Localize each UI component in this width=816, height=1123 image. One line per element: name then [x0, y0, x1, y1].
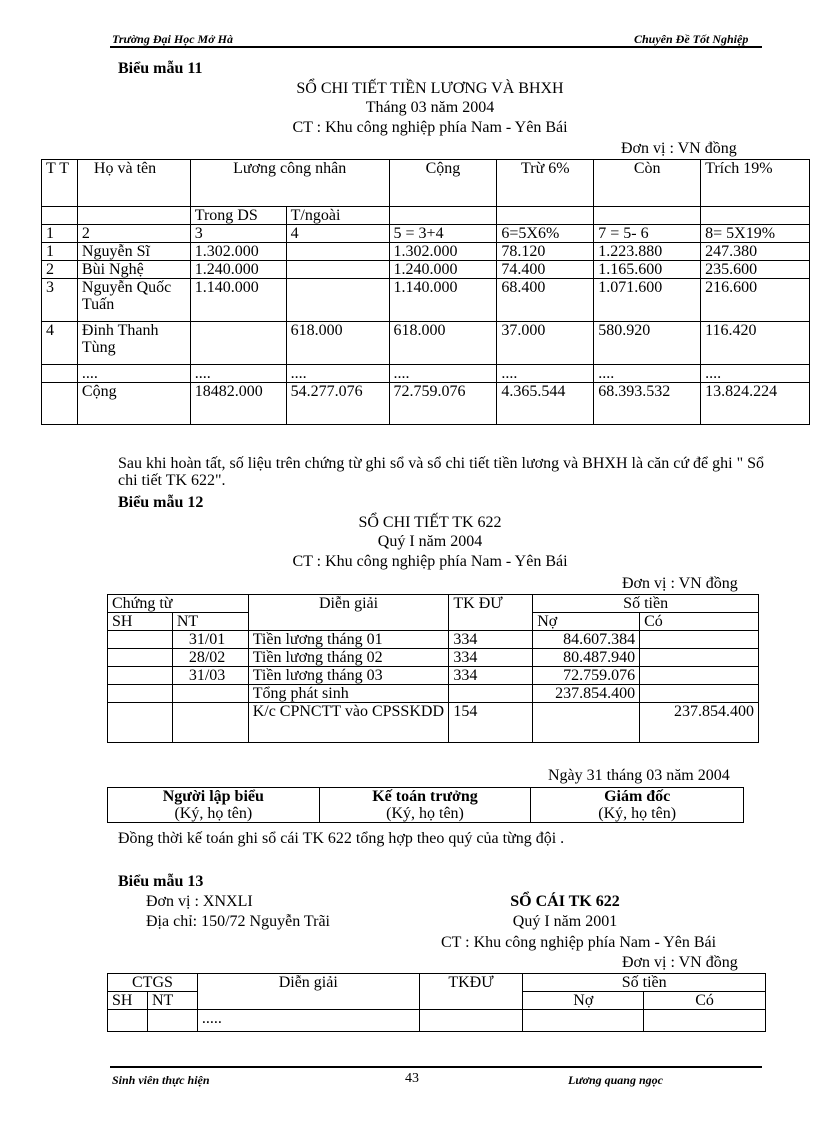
col-acct: TK ĐƯ	[449, 595, 533, 631]
form11-subheader-row	[42, 207, 810, 225]
form13-label: Biểu mẫu 13	[118, 873, 204, 890]
form13-unit-name: Đơn vị : XNXLI	[146, 893, 253, 910]
form12-unit: Đơn vị : VN đồng	[622, 575, 738, 592]
form11-header-row	[42, 160, 810, 207]
col-acct: TKĐƯ	[419, 974, 523, 1010]
footer-student: Sinh viên thực hiện	[112, 1073, 210, 1087]
col-amount: Số tiền	[523, 974, 766, 992]
header-topic: Chuyên Đề Tốt Nghiệp	[634, 32, 749, 46]
col-outside: T/ngoài	[286, 207, 389, 225]
col-voucher: Chứng từ	[108, 595, 249, 613]
form11-label: Biểu mẫu 11	[118, 60, 203, 77]
table-row: 31/01 Tiền lương tháng 01 334 84.607.384	[108, 631, 759, 649]
form11-unit: Đơn vị : VN đồng	[621, 140, 737, 157]
form11-table	[41, 159, 810, 425]
col-amount: Số tiền	[533, 595, 759, 613]
col-in-ds: Trong DS	[190, 207, 286, 225]
col-desc: Diễn giải	[248, 595, 449, 631]
col-remain: Còn	[594, 160, 701, 207]
form13-title: SỔ CÁI TK 622	[510, 893, 620, 910]
table-row: .....	[108, 1010, 766, 1032]
col-sh: SH	[108, 992, 148, 1010]
signer-director: Giám đốc (Ký, họ tên)	[531, 788, 744, 823]
table-row: 4 Đinh Thanh Tùng 618.000 618.000 37.000 580.920 116.420	[42, 322, 810, 365]
header-school: Trường Đại Học Mở Hà	[112, 32, 233, 46]
col-minus6: Trừ 6%	[497, 160, 594, 207]
col-sh: SH	[108, 613, 173, 631]
col-total: Cộng	[389, 160, 497, 207]
form13-header-row	[108, 974, 766, 992]
signature-row	[108, 788, 744, 823]
header-rule	[110, 46, 762, 48]
total-row: Cộng 18482.000 54.277.076 72.759.076 4.365.544 68.393.532 13.824.224	[42, 383, 810, 425]
form12-label: Biểu mẫu 12	[118, 494, 204, 511]
form11-period: Tháng 03 năm 2004	[365, 99, 495, 116]
col-nt: NT	[172, 613, 248, 631]
table-row: 28/02 Tiền lương tháng 02 334 80.487.940	[108, 649, 759, 667]
form12-period: Quý I năm 2004	[377, 533, 483, 550]
col-nt: NT	[147, 992, 197, 1010]
col-desc: Diễn giải	[197, 974, 419, 1010]
form13-company: CT : Khu công nghiệp phía Nam - Yên Bái	[441, 934, 717, 951]
signature-table	[107, 787, 744, 823]
table-row: 1 Nguyễn Sĩ 1.302.000 1.302.000 78.120 1.223.880 247.380	[42, 243, 810, 261]
dots-row: .... .... .... .... .... .... ....	[42, 365, 810, 383]
col-credit: Có	[640, 613, 759, 631]
form11-title: SỔ CHI TIẾT TIỀN LƯƠNG VÀ BHXH	[296, 80, 564, 97]
form12-date: Ngày 31 tháng 03 năm 2004	[548, 767, 730, 784]
col-wage: Lương công nhân	[190, 160, 389, 207]
form11-company: CT : Khu công nghiệp phía Nam - Yên Bái	[292, 119, 568, 136]
form12-title: SỔ CHI TIẾT TK 622	[358, 514, 502, 531]
form12-table	[107, 594, 759, 743]
col-debit: Nợ	[523, 992, 644, 1010]
paragraph-1: Sau khi hoàn tất, số liệu trên chứng từ ghi sổ và sổ chi tiết tiền lương và BHXH là căn cứ để ghi " Sổ chi tiết TK 622".	[118, 455, 765, 489]
table-row: 3 Nguyễn Quốc Tuấn 1.140.000 1.140.000 68.400 1.071.600 216.600	[42, 279, 810, 322]
col-credit: Có	[644, 992, 766, 1010]
form12-header-row	[108, 595, 759, 613]
table-row: 31/03 Tiền lương tháng 03 334 72.759.076	[108, 667, 759, 685]
col-ctgs: CTGS	[108, 974, 198, 992]
col-extract19: Trích 19%	[701, 160, 810, 207]
footer-rule	[110, 1066, 762, 1068]
form13-period: Quý I năm 2001	[512, 913, 618, 930]
table-row: Tổng phát sinh 237.854.400	[108, 685, 759, 703]
col-tt: T T	[42, 160, 78, 207]
col-debit: Nợ	[533, 613, 640, 631]
table-row: 2 Bùi Nghệ 1.240.000 1.240.000 74.400 1.165.600 235.600	[42, 261, 810, 279]
paragraph-2: Đồng thời kế toán ghi sổ cái TK 622 tổng hợp theo quý của từng đội .	[118, 830, 565, 847]
form13-table	[107, 973, 766, 1032]
page-number: 43	[405, 1071, 419, 1086]
form11-formula-row: 1 2 3 4 5 = 3+4 6=5X6% 7 = 5- 6 8= 5X19%	[42, 225, 810, 243]
table-row: K/c CPNCTT vào CPSSKDD 154 237.854.400	[108, 703, 759, 743]
col-name: Họ và tên	[77, 160, 190, 207]
form12-company: CT : Khu công nghiệp phía Nam - Yên Bái	[292, 553, 568, 570]
form13-address: Địa chỉ: 150/72 Nguyễn Trãi	[146, 913, 330, 930]
signer-preparer: Người lập biểu (Ký, họ tên)	[108, 788, 320, 823]
signer-chief-accountant: Kế toán trưởng (Ký, họ tên)	[319, 788, 531, 823]
form13-unit: Đơn vị : VN đồng	[622, 954, 738, 971]
footer-author: Lương quang ngọc	[568, 1073, 663, 1087]
